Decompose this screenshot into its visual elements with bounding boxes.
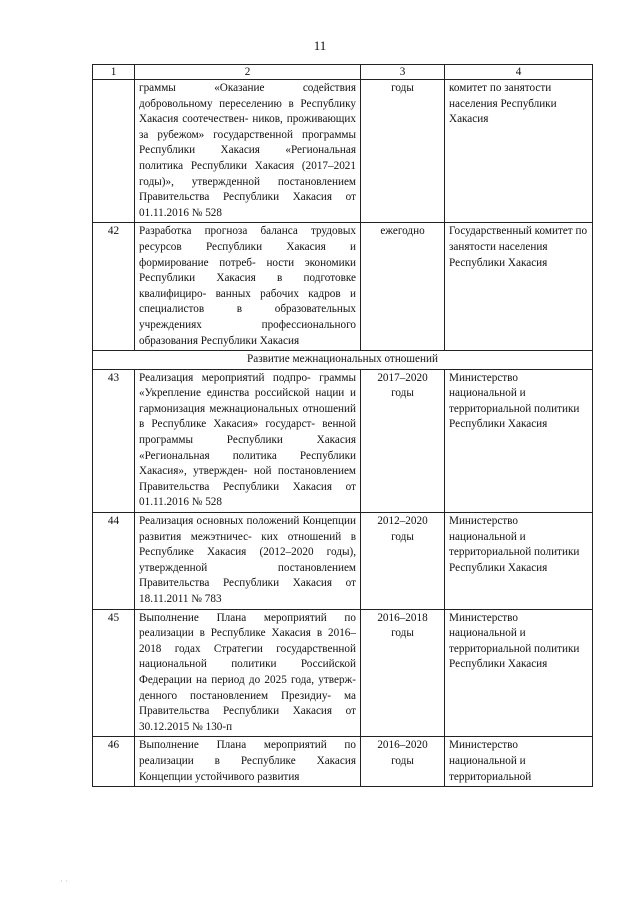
measure-responsible: Министерство национальной и территориальной политики Республики Хакасия [445, 513, 593, 610]
measure-responsible: Министерство национальной и территориальной политики Республики Хакасия [445, 609, 593, 737]
measure-period: 2016–2018 годы [361, 609, 445, 737]
row-number: 43 [93, 369, 135, 512]
measure-responsible: комитет по занятости населения Республики Хакасия [445, 80, 593, 223]
measure-responsible: Государственный комитет по занятости населения Республики Хакасия [445, 223, 593, 351]
measure-description: Выполнение Плана мероприятий по реализации в Республике Хакасия в 2016–2018 годах Стратегии государственной национальной политики Российской Федерации на период до 2025 года, утверж- денного постановлением Президиу- ма Правительства Республики Хакасия от 30.12.2015 № 130-п [135, 609, 361, 737]
scan-mark: · · [60, 876, 69, 886]
measures-table [92, 64, 593, 787]
table-row [93, 609, 593, 737]
header-col-3: 3 [361, 65, 445, 80]
table-row [93, 369, 593, 512]
measure-responsible: Министерство национальной и территориальной [445, 737, 593, 787]
measure-responsible: Министерство национальной и территориальной политики Республики Хакасия [445, 369, 593, 512]
table-header-row [93, 65, 593, 80]
measure-description: Реализация мероприятий подпро- граммы «Укрепление единства российской нации и гармонизация межнациональных отношений в Республике Хакасия» государст- венной программы Республики Хакасия «Региональная политика Республики Хакасия», утвержден- ной постановлением Правительства Республики Хакасия от 01.11.2016 № 528 [135, 369, 361, 512]
measure-description: Реализация основных положений Концепции развития межэтничес- ких отношений в Республике Хакасия (2012–2020 годы), утвержденной постановлением Правительства Республики Хакасия от 18.11.2011 № 783 [135, 513, 361, 610]
measure-period: ежегодно [361, 223, 445, 351]
row-number: 44 [93, 513, 135, 610]
table-row [93, 223, 593, 351]
row-number [93, 80, 135, 223]
row-number: 45 [93, 609, 135, 737]
page-number: 11 [313, 38, 327, 53]
section-row [93, 351, 593, 370]
measure-description: Разработка прогноза баланса трудовых ресурсов Республики Хакасия и формирование потреб- ности экономики Республики Хакасия в подготовке квалифициро- ванных рабочих кадров и специалистов в образовательных учреждениях профессионального образования Республики Хакасия [135, 223, 361, 351]
table-row [93, 737, 593, 787]
header-col-1: 1 [93, 65, 135, 80]
section-title: Развитие межнациональных отношений [93, 351, 593, 370]
measure-period: 2012–2020 годы [361, 513, 445, 610]
measure-period: 2016–2020 годы [361, 737, 445, 787]
header-col-4: 4 [445, 65, 593, 80]
row-number: 42 [93, 223, 135, 351]
measure-period: 2017–2020 годы [361, 369, 445, 512]
row-number: 46 [93, 737, 135, 787]
measure-description: граммы «Оказание содействия добровольному переселению в Республику Хакасия соотечествен- ников, проживающих за рубежом» государственной программы Республики Хакасия «Региональная политика Республики Хакасия (2017–2021 годы)», утвержденной постановлением Правительства Республики Хакасия от 01.11.2016 № 528 [135, 80, 361, 223]
measure-period: годы [361, 80, 445, 223]
table-row [93, 513, 593, 610]
table-row [93, 80, 593, 223]
measure-description: Выполнение Плана мероприятий по реализации в Республике Хакасия Концепции устойчивого развития [135, 737, 361, 787]
header-col-2: 2 [135, 65, 361, 80]
